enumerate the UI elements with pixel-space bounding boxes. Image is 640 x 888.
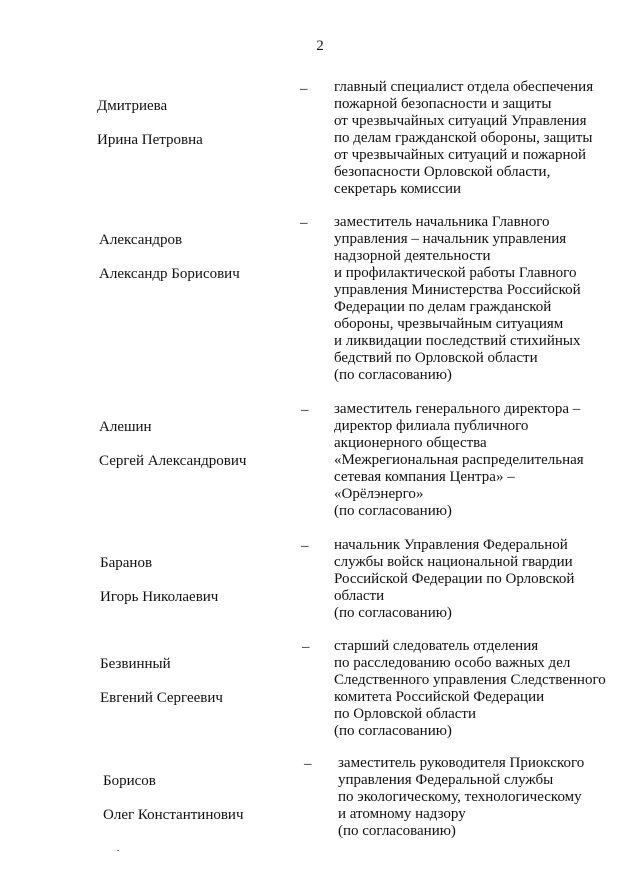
member-position: главный специалист отдела обеспечения пожарной безопасности и защиты от чрезвычайных ситуаций Управления по делам гражданской обороны, защиты от чрезвычайных ситуаций и пожарной безопасности Орловской области, секретарь комиссии bbox=[334, 79, 594, 197]
member-name bbox=[103, 756, 244, 841]
member-position: заместитель генерального директора – директор филиала публичного акционерного общества «Межрегиональная распределительная сетевая компания Центра» – «Орёлэнерго» (по согласованию) bbox=[334, 401, 584, 519]
member-name bbox=[100, 639, 223, 724]
member-surname: Баранов bbox=[100, 555, 153, 571]
member-name bbox=[99, 402, 246, 487]
member-name bbox=[100, 538, 218, 623]
member-position: заместитель начальника Главного управления – начальник управления надзорной деятельности и профилактической работы Главного управления Министерства Российской Федерации по делам гражданской обороны, чрезвычайным ситуациям и ликвидации последствий стихийных бедствий по Орловской области (по согласованию) bbox=[334, 214, 581, 383]
member-given-names: Олег Константинович bbox=[103, 807, 244, 823]
member-given-names: Сергей Александрович bbox=[99, 453, 247, 469]
member-given-names: Евгений Сергеевич bbox=[100, 690, 223, 706]
dash-separator: – bbox=[304, 756, 312, 772]
member-name bbox=[99, 215, 240, 300]
member-surname: Безвинный bbox=[100, 656, 171, 672]
dash-separator: – bbox=[301, 402, 309, 418]
scan-speck bbox=[117, 850, 119, 851]
member-position: начальник Управления Федеральной службы войск национальной гвардии Российской Федерации по Орловской области (по согласованию) bbox=[334, 537, 575, 621]
member-surname: Борисов bbox=[103, 773, 156, 789]
dash-separator: – bbox=[300, 215, 308, 231]
member-given-names: Игорь Николаевич bbox=[100, 589, 219, 605]
member-position: заместитель руководителя Приокского управления Федеральной службы по экологическому, технологическому и атомному надзору (по согласованию) bbox=[338, 755, 585, 839]
member-surname: Дмитриева bbox=[97, 98, 168, 114]
member-surname: Александров bbox=[99, 232, 183, 248]
member-position: старший следователь отделения по расследованию особо важных дел Следственного управления Следственного комитета Российской Федерации по Орловской области (по согласованию) bbox=[334, 638, 606, 739]
member-name bbox=[97, 81, 203, 166]
dash-separator: – bbox=[302, 639, 310, 655]
member-given-names: Ирина Петровна bbox=[97, 132, 203, 148]
dash-separator: – bbox=[301, 538, 309, 554]
dash-separator: – bbox=[300, 81, 308, 97]
page-number: 2 bbox=[316, 38, 324, 54]
member-given-names: Александр Борисович bbox=[99, 266, 240, 282]
member-surname: Алешин bbox=[99, 419, 152, 435]
